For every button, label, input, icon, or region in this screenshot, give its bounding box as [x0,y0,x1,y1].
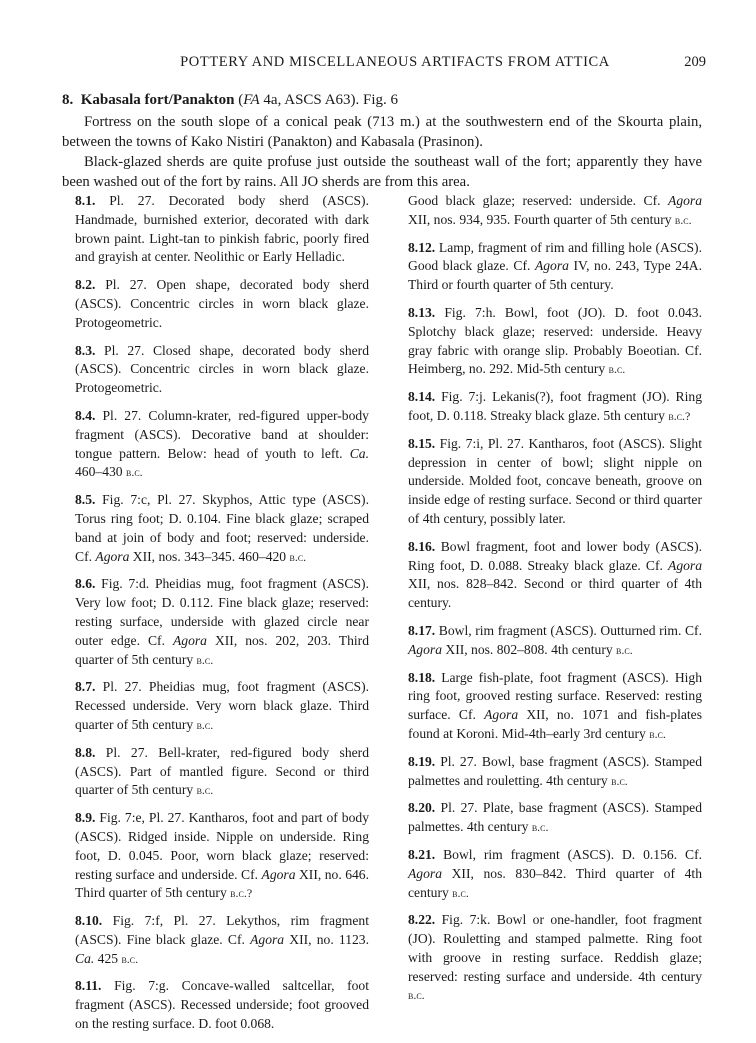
entry-tail: XII, nos. 202, 203. Third quarter of 5th century [75,632,369,667]
entry-text: Fig. 7:i, Pl. 27. Kantharos, foot (ASCS). Slight depression in center of bowl; slight nipple on underside. Molded foot, concave beneath, groove on inside edge of resting surface. Second or third quarter of 4th century, possibly later. [408,435,702,526]
section-ref: 4a, ASCS A63). Fig. 6 [259,92,399,108]
catalog-entry [408,192,702,230]
entry-text: Bowl fragment, foot and lower body (ASCS). Ring foot, D. 0.088. Streaky black glaze. Cf. [408,538,702,573]
entry-era: b.c. [289,549,307,564]
catalog-entry [75,912,369,968]
catalog-entry [408,435,702,529]
entry-number: 8.10. [75,913,103,929]
entry-tail: XII, nos. 343–345. 460–420 [129,548,290,564]
entry-tail: XII, nos. 934, 935. Fourth quarter of 5th century [408,211,675,227]
entry-text: Fig. 7:k. Bowl or one-handler, foot fragment (JO). Rouletting and stamped palmette. Ring foot with groove in resting surface. Reddish glaze; reserved: resting surface and underside. 4th century [408,912,702,984]
entry-era: b.c. [608,362,626,377]
entry-text: Pl. 27. Closed shape, decorated body sherd (ASCS). Concentric circles in worn black glaze. Protogeometric. [75,342,369,396]
entry-text: Fig. 7:c, Pl. 27. Skyphos, Attic type (ASCS). Torus ring foot; D. 0.104. Fine black glaze; scraped band at join of body and foot; reserved: underside. Cf. [75,492,369,564]
catalog-entry [408,846,702,902]
catalog-entry [75,977,369,1033]
entry-text: Fig. 7:f, Pl. 27. Lekythos, rim fragment (ASCS). Fine black glaze. Cf. [75,913,369,947]
entry-era: b.c. [196,783,214,798]
catalog-entry [75,744,369,800]
entry-number: 8.12. [408,239,436,255]
entry-italic: Agora [534,258,569,274]
catalog-column-right [408,192,702,1014]
entry-number: 8.1. [75,193,96,208]
entry-era: b.c.? [668,408,691,423]
entry-italic: Agora [484,707,519,723]
entry-italic: Agora [408,641,442,657]
entry-number: 8.6. [75,576,96,592]
catalog-entry [75,809,369,903]
section-number: 8. [62,92,74,108]
entry-tail: XII, no. 646. Third quarter of 5th century [75,866,369,901]
entry-text: Lamp, fragment of rim and filling hole (ASCS). Good black glaze. Cf. [408,239,702,274]
entry-italic: Agora [250,931,285,947]
entry-italic: Agora [95,548,130,564]
entry-tail: XII, no. 1071 and fish-plates found at Koroni. Mid-4th–early 3rd century [408,707,702,741]
entry-italic: Agora [172,632,207,648]
entry-era: b.c. [196,717,214,732]
entry-text: Pl. 27. Open shape, decorated body sherd (ASCS). Concentric circles in worn black glaze. Protogeometric. [75,277,369,330]
catalog-entry [408,538,702,613]
entry-text: Good black glaze; reserved: underside. Cf. [408,193,661,208]
entry-tail: XII, nos. 830–842. Third quarter of 4th century [408,865,702,900]
section-paragraph-1: Fortress on the south slope of a conical peak (713 m.) at the southwestern end of the Skourta plain, between the towns of Kako Nistiri (Panakton) and Kabasala (Prasinon). [62,114,702,150]
entry-number: 8.14. [408,389,436,405]
entry-number: 8.11. [75,978,102,994]
catalog-entry [75,491,369,566]
catalog-column-left [75,192,369,1043]
catalog-entry [75,276,369,332]
catalog-entry [408,622,702,660]
catalog-entry [75,575,369,669]
entry-era: b.c. [649,726,666,741]
entry-era: b.c. [611,773,628,788]
entry-text: Bowl, rim fragment (ASCS). D. 0.156. Cf. [443,846,703,862]
entry-text: Fig. 7:h. Bowl, foot (JO). D. foot 0.043. Splotchy black glaze; reserved: underside. Heavy gray fabric with orange slip. Probably Boeotian. Cf. Heimberg, no. 292. Mid-5th century [408,304,702,377]
catalog-entry [75,342,369,398]
entry-text: Pl. 27. Column-krater, red-figured upper-body fragment (ASCS). Decorative band at shoulder: tongue pattern. Below: head of youth to left. [75,407,369,461]
entry-text: Pl. 27. Bell-krater, red-figured body sherd (ASCS). Part of mantled figure. Second or third quarter of 5th century [75,744,369,798]
catalog-entry [408,669,702,744]
entry-text: Pl. 27. Pheidias mug, foot fragment (ASCS). Recessed underside. Very worn black glaze. Third quarter of 5th century [75,679,369,732]
entry-era: b.c. [408,988,425,1003]
entry-era: b.c. [616,642,633,657]
running-head: POTTERY AND MISCELLANEOUS ARTIFACTS FROM ATTICA [180,54,610,70]
entry-tail: 425 [94,950,122,966]
catalog-entry [408,799,702,837]
section-8 [62,90,702,192]
entry-text: Bowl, rim fragment (ASCS). Outturned rim. Cf. [438,622,702,638]
entry-italic: Agora [408,865,442,881]
entry-text: Pl. 27. Bowl, base fragment (ASCS). Stamped palmettes and rouletting. 4th century [408,753,702,788]
entry-italic: Ca. [75,950,95,966]
entry-italic: Ca. [349,445,369,461]
entry-number: 8.21. [408,846,436,862]
entry-era: b.c. [125,465,143,480]
entry-tail: IV, no. 243, Type 24A. Third or fourth quarter of 5th century. [408,258,703,293]
entry-number: 8.22. [408,912,436,928]
entry-text: Fig. 7:e, Pl. 27. Kantharos, foot and part of body (ASCS). Ridged inside. Nipple on underside. Ring foot, D. 0.045. Poor, worn black glaze; reserved: resting surface and underside. Cf. [75,810,369,882]
section-paragraph-2: Black-glazed sherds are quite profuse just outside the southeast wall of the fort; apparently they have been washed out of the fort by rains. All JO sherds are from this area. [62,154,702,190]
entry-tail: XII, no. 1123. [284,931,369,947]
entry-number: 8.15. [408,435,436,451]
entry-number: 8.2. [75,277,96,293]
entry-number: 8.17. [408,622,436,638]
entry-number: 8.16. [408,538,436,554]
entry-text: Pl. 27. Decorated body sherd (ASCS). Handmade, burnished exterior, decorated with dark brown paint. Light-tan to pinkish fabric, poorly fired and grayish at center. Neolithic or Early Helladic. [75,193,369,265]
entry-number: 8.4. [75,407,96,423]
entry-tail: XII, nos. 828–842. Second or third quarter of 4th century. [408,576,702,611]
entry-text: Fig. 7:g. Concave-walled saltcellar, foot fragment (ASCS). Recessed underside; foot grooved on the resting surface. D. foot 0.068. [75,978,369,1032]
entry-tail: XII, nos. 802–808. 4th century [441,641,617,657]
entry-number: 8.5. [75,492,96,508]
catalog-entry [408,388,702,426]
entry-era: b.c. [196,652,214,667]
catalog-entry [408,753,702,791]
entry-number: 8.19. [408,753,436,769]
entry-era: b.c. [531,820,549,835]
entry-italic: Agora [668,193,702,208]
entry-era: b.c. [674,212,692,227]
entry-text: Fig. 7:d. Pheidias mug, foot fragment (ASCS). Very low foot; D. 0.112. Fine black glaze; reserved: resting surface, underside with glazed circle near outer edge. Cf. [75,576,369,648]
entry-number: 8.9. [75,810,96,826]
entry-italic: Agora [261,866,296,882]
section-ref-italic: FA [243,92,260,108]
entry-number: 8.18. [408,669,436,685]
section-title: Kabasala fort/Panakton [80,92,235,108]
entry-tail: 460–430 [75,464,126,480]
catalog-entry [75,678,369,734]
entry-number: 8.3. [75,342,96,358]
catalog-entry [408,239,702,295]
entry-italic: Agora [668,557,703,573]
page-number: 209 [684,54,706,70]
section-heading: 8. Kabasala fort/Panakton (FA 4a, ASCS A63). Fig. 6 [62,92,399,108]
entry-number: 8.7. [75,679,96,695]
entry-number: 8.8. [75,744,96,760]
catalog-entry [75,407,369,482]
entry-era: b.c. [121,951,139,966]
entry-era: b.c.? [230,886,253,901]
entry-era: b.c. [452,885,469,900]
entry-number: 8.20. [408,800,436,816]
catalog-entry [408,304,702,379]
catalog-entry [75,192,369,267]
entry-number: 8.13. [408,304,436,320]
entry-text: Fig. 7:j. Lekanis(?), foot fragment (JO). Ring foot, D. 0.118. Streaky black glaze. 5th century [408,389,702,423]
entry-text: Pl. 27. Plate, base fragment (ASCS). Stamped palmettes. 4th century [408,800,702,835]
entry-text: Large fish-plate, foot fragment (ASCS). High ring foot, grooved resting surface. Reserved: resting surface. Cf. [408,669,703,723]
catalog-entry [408,911,702,1005]
